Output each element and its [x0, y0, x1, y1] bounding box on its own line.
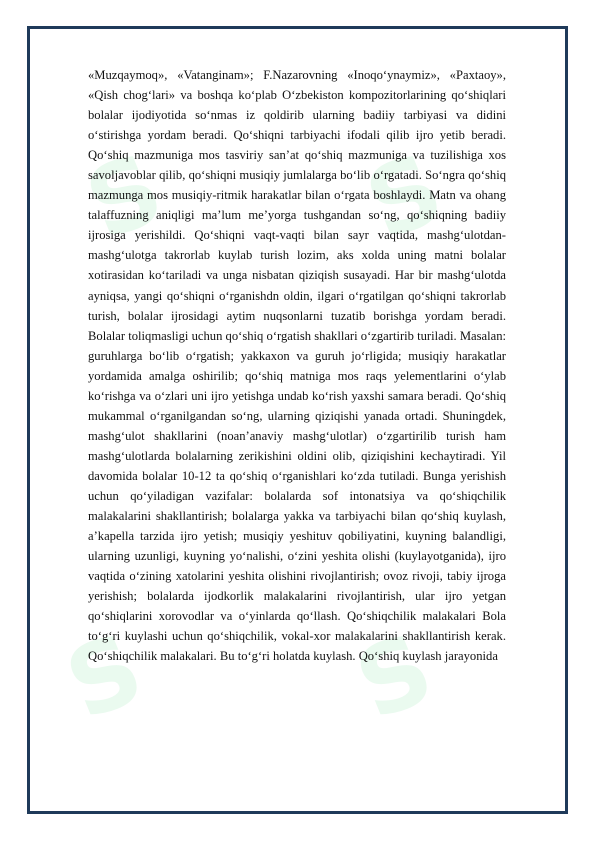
watermark-logo: S — [51, 612, 158, 742]
body-paragraph: «Muzqaymoq», «Vatanginam»; F.Nazarovning «Inoqo‘ynaymiz», «Paxtaoy», «Qish chog‘lari» va boshqa ko‘plab O‘zbekiston kompozitorlarining qo‘shiqlari bolalar ijodiyotida so‘nmas iz qoldirib ularning badiiy tarbiyasi va didini o‘stirishga yordam beradi. Qo‘shiqni tarbiyachi ifodali qilib ijro yetib beradi. Qo‘shiq mazmuniga mos tasviriy san’at qo‘shiq mazmuniga va tuzilishiga xos savoljavoblar qilib, qo‘shiqni musiqiy jumlalarga bo‘lib o‘rgatadi. So‘ngra qo‘shiq mazmunga mos musiqiy-ritmik harakatlar bilan o‘rgata boshlaydi. Matn va ohang talaffuzning aniqligi ma’lum me’yorga tushgandan so‘ng, qo‘shiqning badiiy ijrosiga yerishildi. Qo‘shiqni vaqt-vaqti bilan sayr vaqtida, mashg‘ulotdan-mashg‘ulotga takrorlab kuylab turish lozim, aks xolda uning matni bolalar xotirasidan ko‘tariladi va unga nisbatan qiziqish susayadi. Har bir mashg‘ulotda ayniqsa, yangi qo‘shiqni o‘rganishdn oldin, ilgari o‘rgatilgan qo‘shiqni takrorlab turish, bolalar ijrosidagi aytim nuqsonlarni tuzatib borishga yordam beradi. Bolalar toliqmasligi uchun qo‘shiq o‘rgatish shakllari o‘zgartirib turiladi. Masalan: guruhlarga bo‘lib o‘rgatish; yakkaxon va guruh jo‘rligida; musiqiy harakatlar yordamida amalga oshirilib; qo‘shiq matniga mos raqs yelementlarini o‘ylab ko‘rishga va o‘zlari uni ijro yetishga undab ko‘rish yaxshi samara beradi. Qo‘shiq mukammal o‘rganilgandan so‘ng, ularning qiziqishi yanada ortadi. Shuningdek, mashg‘ulot shakllarini (noan’anaviy mashg‘ulotlar) o‘zgartirilib turish ham mashg‘ulotlarda bolalarning zerikishini oldini olib, qiziqishini kechaytiradi. Yil davomida bolalar 10-12 ta qo‘shiq o‘rganishlari ko‘zda tutiladi. Bunga yerishish uchun qo‘yiladigan vazifalar: bolalarda sof intonatsiya va qo‘shiqchilik malakalarini shakllantirish; bolalarga yakka va tarbiyachi bilan qo‘shiq kuylash, a’kapella tarzida ijro yetish; musiqiy yeshituv qobiliyatini, kuyning balandligi, ularning uzunligi, kuyning yo‘nalishi, o‘zini yeshita olishi (kuylayotganida), ijro vaqtida o‘zining xatolarini yeshita olishini rivojlantirish; ovoz rivoji, tabiy ijroga yerishish; bolalarda ijodkorlik malakalarini rivojlantirish, ular ijro yetgan qo‘shiqlarini xorovodlar va o‘yinlarda qo‘llash. Qo‘shiqchilik malakalari Bola to‘g‘ri kuylashi uchun qo‘shiqchilik, vokal-xor malakalarini shakllantirish kerak. Qo‘shiqchilik malakalari. Bu to‘g‘ri holatda kuylash. Qo‘shiq kuylash jarayonida — [88, 68, 506, 664]
watermark-logo: S — [351, 132, 458, 262]
watermark-logo: S — [341, 612, 448, 742]
watermark-logo: S — [71, 132, 178, 262]
page-frame — [27, 26, 568, 814]
